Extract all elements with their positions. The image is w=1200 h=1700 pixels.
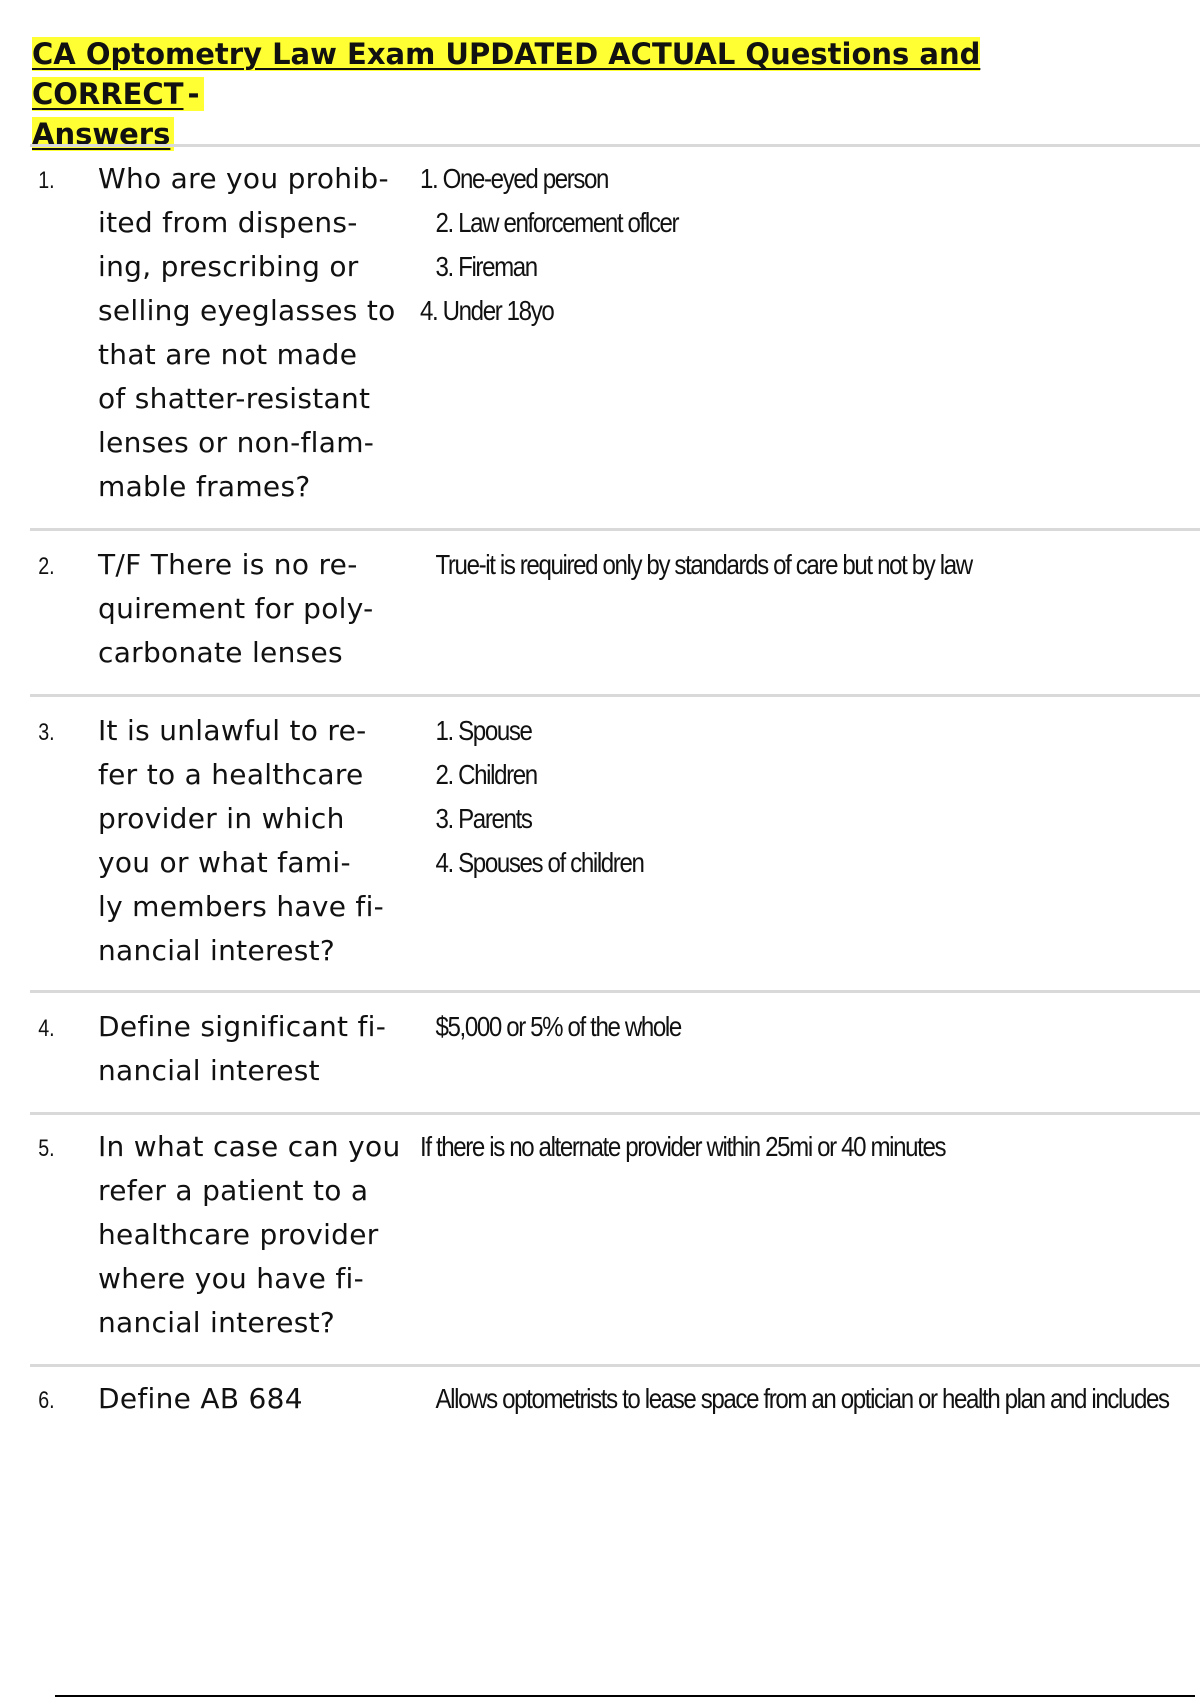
question-text xyxy=(98,157,420,528)
item-number: 2. xyxy=(38,553,55,580)
answer-line: 4. Spouses of children xyxy=(435,847,644,878)
answer-text xyxy=(420,1005,1200,1112)
question-line: you or what fami- xyxy=(98,846,351,879)
qa-list xyxy=(30,144,1200,1454)
answer-line: True-it is required only by standards of care but not by law xyxy=(435,549,972,580)
answer-line: 4. Under 18yo xyxy=(420,295,554,326)
question-line: carbonate lenses xyxy=(98,636,343,669)
answer-text xyxy=(420,1377,1200,1454)
question-line: selling eyeglasses to xyxy=(98,294,396,327)
answer-line: 3. Fireman xyxy=(435,251,537,282)
document-title xyxy=(32,34,1152,154)
question-text xyxy=(98,1377,420,1454)
item-number: 4. xyxy=(38,1015,55,1042)
question-line: of shatter-resistant xyxy=(98,382,371,415)
answer-text xyxy=(420,1125,1200,1364)
question-line: ing, prescribing or xyxy=(98,250,359,283)
question-line: nancial interest? xyxy=(98,934,336,967)
question-line: nancial interest? xyxy=(98,1306,336,1339)
item-number: 3. xyxy=(38,719,55,746)
question-line: that are not made xyxy=(98,338,358,371)
question-line: In what case can you xyxy=(98,1130,401,1163)
question-line: lenses or non-flam- xyxy=(98,426,375,459)
title-dash: - xyxy=(187,77,203,111)
answer-line: 1. Spouse xyxy=(435,715,532,746)
answer-line: 1. One-eyed person xyxy=(420,163,609,194)
question-line: Who are you prohib- xyxy=(98,162,389,195)
question-text xyxy=(98,709,420,990)
question-line: ited from dispens- xyxy=(98,206,358,239)
question-line: provider in which xyxy=(98,802,345,835)
question-line: fer to a healthcare xyxy=(98,758,364,791)
question-line: ly members have fi- xyxy=(98,890,385,923)
question-line: It is unlawful to re- xyxy=(98,714,367,747)
answer-line: 2. Children xyxy=(435,759,537,790)
question-line: healthcare provider xyxy=(98,1218,379,1251)
qa-row-5 xyxy=(30,1112,1200,1364)
question-line: where you have fi- xyxy=(98,1262,364,1295)
title-line-2: Answers xyxy=(32,117,174,151)
answer-line: 3. Parents xyxy=(435,803,532,834)
question-line: refer a patient to a xyxy=(98,1174,369,1207)
answer-line: 2. Law enforcement oflcer xyxy=(435,207,679,238)
answer-text xyxy=(420,543,1200,694)
question-line: Define significant fi- xyxy=(98,1010,387,1043)
question-line: nancial interest xyxy=(98,1054,320,1087)
qa-row-6 xyxy=(30,1364,1200,1454)
question-line: quirement for poly- xyxy=(98,592,374,625)
item-number: 5. xyxy=(38,1135,55,1162)
item-number: 1. xyxy=(38,167,55,194)
qa-row-3 xyxy=(30,694,1200,990)
answer-line: If there is no alternate provider within 25mi or 40 minutes xyxy=(420,1131,946,1162)
question-text xyxy=(98,1005,420,1112)
answer-text xyxy=(420,157,1200,528)
question-text xyxy=(98,543,420,694)
title-line-1: CA Optometry Law Exam UPDATED ACTUAL Questions and CORRECT xyxy=(32,37,981,111)
qa-row-1 xyxy=(30,144,1200,528)
answer-text xyxy=(420,709,1200,990)
question-line: T/F There is no re- xyxy=(98,548,358,581)
qa-row-2 xyxy=(30,528,1200,694)
footer-rule xyxy=(55,1695,1195,1697)
question-text xyxy=(98,1125,420,1364)
qa-row-4 xyxy=(30,990,1200,1112)
answer-line: Allows optometrists to lease space from an optician or health plan and includes xyxy=(435,1383,1169,1414)
answer-line: $5,000 or 5% of the whole xyxy=(435,1011,681,1042)
question-line: Define AB 684 xyxy=(98,1382,303,1415)
item-number: 6. xyxy=(38,1387,55,1414)
question-line: mable frames? xyxy=(98,470,311,503)
